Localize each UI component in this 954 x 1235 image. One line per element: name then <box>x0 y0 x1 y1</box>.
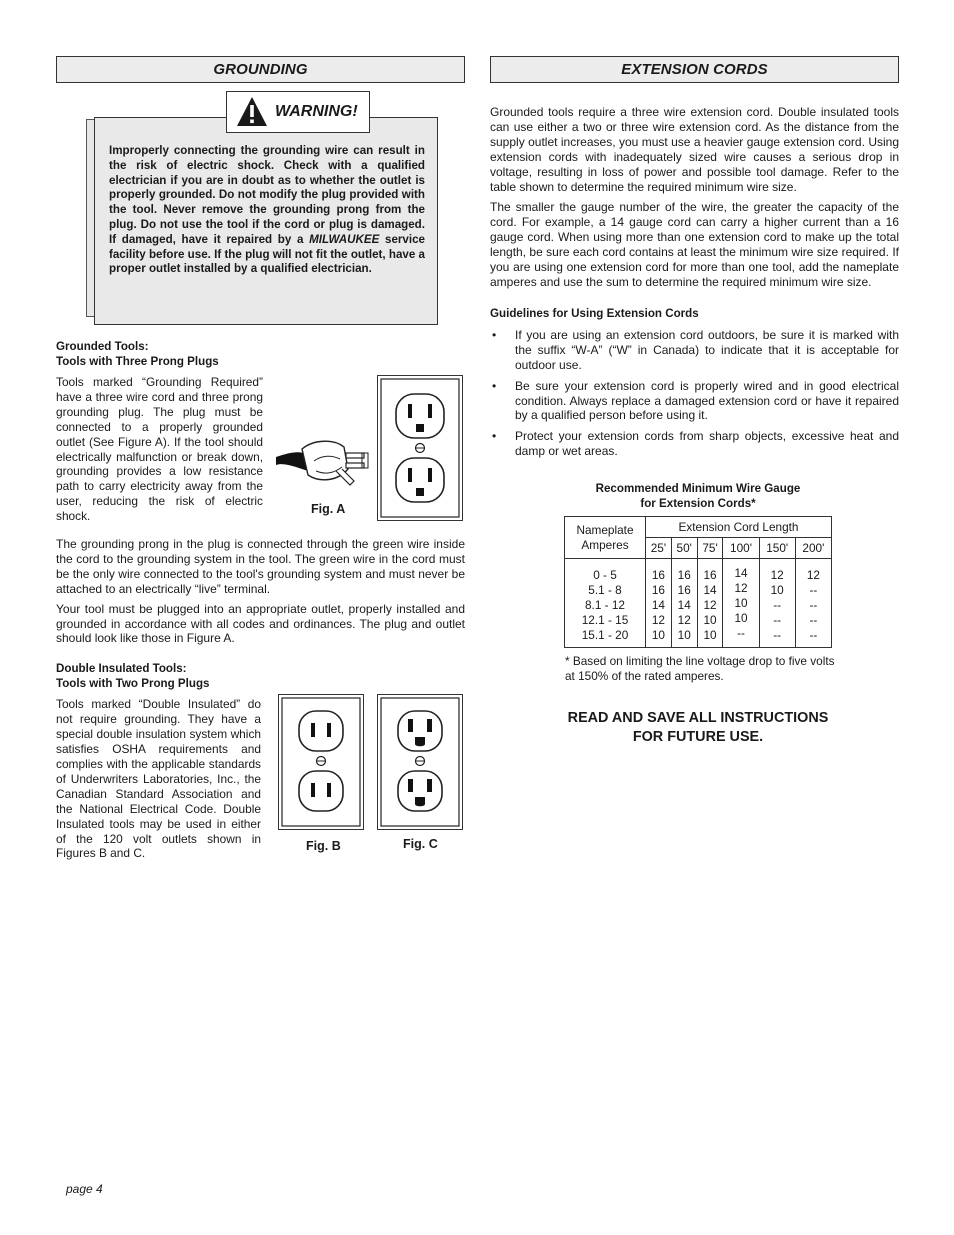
wire-gauge-table <box>564 516 832 648</box>
table-cell: 12 <box>651 613 665 628</box>
fig-a-label: Fig. A <box>311 502 346 516</box>
table-cell: 12.1 - 15 <box>581 613 629 628</box>
outlet-figure-c <box>377 694 463 830</box>
length-header: 200' <box>795 538 831 559</box>
gauge-column-25 <box>646 559 672 648</box>
warning-label <box>226 91 370 133</box>
grounding-header: GROUNDING <box>56 56 465 83</box>
warning-panel <box>94 117 438 325</box>
guidelines-list <box>490 328 899 459</box>
read-save-line-2: FOR FUTURE USE. <box>632 729 764 746</box>
table-cell: 14 <box>703 583 717 598</box>
table-cell: -- <box>773 628 782 643</box>
table-cell: 16 <box>703 568 717 583</box>
grounded-figure-row <box>56 375 465 525</box>
table-cell: 10 <box>734 611 748 626</box>
table-cell: 12 <box>806 568 820 583</box>
grounding-prong-paragraph: The grounding prong in the plug is connected through the green wire inside the cord to the grounding system in the tool. The green wire in the cord must be the only wire connected to the tool's grounding system and must never be attached to an electrically “live” terminal. <box>56 537 465 596</box>
table-cell: 14 <box>734 566 748 581</box>
grounded-title-2: Tools with Three Prong Plugs <box>56 355 219 368</box>
table-title-2: for Extension Cords* <box>640 497 756 511</box>
read-save-notice <box>490 709 906 747</box>
page-number: page 4 <box>66 1182 103 1196</box>
table-cell: -- <box>809 598 818 613</box>
double-paragraph: Tools marked “Double Insulated” do not require grounding. They have a special double insulation system which satisfies OSHA requirements and complies with the applicable standards of Underwriters Laboratories, Inc., the Canadian Standard Association and the National Electrical Code. Double Insulated tools may be used in either of the 120 volt outlets shown in Figures B and C. <box>56 697 261 861</box>
length-header: 50' <box>671 538 697 559</box>
warning-text-part-2: service facility before use. If the plug will not fit the outlet, have a proper outlet installed by a qualified electrician. <box>109 232 425 276</box>
table-cell: 14 <box>677 598 691 613</box>
warning-text-part-1: Improperly connecting the grounding wire can result in the risk of electric shock. Check with a qualified electrician if you are in doubt as to whether the outlet is properly grounded. Do not modify the plug provided with the tool. Never remove the grounding prong from the plug. Do not use the tool if the cord or plug is damaged. If damaged, have it repaired by a <box>109 144 425 246</box>
table-cell: 14 <box>651 598 665 613</box>
length-header: 25' <box>646 538 672 559</box>
table-cell: -- <box>773 613 782 628</box>
table-cell: 12 <box>677 613 691 628</box>
table-cell: 10 <box>770 583 784 598</box>
double-title-1: Double Insulated Tools: <box>56 662 187 676</box>
double-figure-row <box>56 697 465 863</box>
length-header: 100' <box>723 538 759 559</box>
read-save-line-1: READ AND SAVE ALL INSTRUCTIONS <box>567 710 829 727</box>
extension-paragraph-1: Grounded tools require a three wire extension cord. Double insulated tools can use either a two or three wire extension cord. As the distance from the supply outlet increases, you must use a heavier gauge extension cord. Using extension cords with inadequately sized wire causes a serious drop in voltage, resulting in loss of power and possible tool damage. Refer to the table shown to determine the required minimum wire size. <box>490 105 899 194</box>
table-cell: -- <box>737 626 745 641</box>
fig-b-label: Fig. B <box>306 839 341 854</box>
gauge-column-200 <box>795 559 831 648</box>
three-prong-plug-icon <box>274 431 378 495</box>
table-footnote: * Based on limiting the line voltage drop to five volts at 150% of the rated amperes. <box>565 654 835 684</box>
extension-cords-header: EXTENSION CORDS <box>490 56 899 83</box>
table-cell: 15.1 - 20 <box>581 628 629 643</box>
warning-box <box>86 103 438 327</box>
table-cell: 8.1 - 12 <box>584 598 625 613</box>
table-cell: 10 <box>703 628 717 643</box>
grounding-column <box>56 56 465 863</box>
table-title-1: Recommended Minimum Wire Gauge <box>595 482 801 496</box>
table-title <box>490 481 906 511</box>
outlet-paragraph: Your tool must be plugged into an appropriate outlet, properly installed and grounded in accordance with all codes and ordinances. The plug and outlet should look like those in Figure A. <box>56 601 465 646</box>
guidelines-title: Guidelines for Using Extension Cords <box>490 306 699 320</box>
warning-text <box>109 144 425 277</box>
table-cell: 12 <box>734 581 748 596</box>
double-title-2: Tools with Two Prong Plugs <box>56 677 210 691</box>
table-cell: 16 <box>677 568 691 583</box>
table-cell: -- <box>809 613 818 628</box>
fig-c-label: Fig. C <box>403 837 438 852</box>
table-cell: 10 <box>734 596 748 611</box>
length-header: 150' <box>759 538 795 559</box>
table-cell: 10 <box>651 628 665 643</box>
gauge-column-50 <box>671 559 697 648</box>
length-header: 75' <box>697 538 723 559</box>
guideline-item: • Protect your extension cords from sharp objects, excessive heat and damp or wet areas. <box>490 429 899 459</box>
table-cell: -- <box>809 583 818 598</box>
grounded-title-1: Grounded Tools: <box>56 340 149 353</box>
nameplate-header-line-2: Amperes <box>581 537 629 552</box>
guideline-item: • Be sure your extension cord is properly wired and in good electrical condition. Always replace a damaged extension cord or have it repaired by a qualified person before using it. <box>490 379 899 424</box>
warning-label-text: WARNING! <box>275 103 358 120</box>
extension-paragraph-2: The smaller the gauge number of the wire, the greater the capacity of the cord. For example, a 14 gauge cord can carry a higher current than a 16 gauge cord. When using more than one extension cord to make up the total length, be sure each cord contains at least the minimum wire size required. If you are using one extension cord for more than one tool, add the nameplate amperes and use the sum to determine the required minimum wire size. <box>490 200 899 289</box>
cord-length-header: Extension Cord Length <box>646 517 832 538</box>
table-cell: 10 <box>677 628 691 643</box>
table-cell: 5.1 - 8 <box>588 583 622 598</box>
table-cell: 12 <box>770 568 784 583</box>
table-cell: 0 - 5 <box>593 568 617 583</box>
amperes-column <box>565 559 646 648</box>
extension-cords-column <box>490 56 899 747</box>
gauge-column-75 <box>697 559 723 648</box>
nameplate-header-line-1: Nameplate <box>576 522 634 537</box>
warning-triangle-icon <box>235 95 269 129</box>
outlet-figure-a <box>377 375 463 521</box>
table-cell: -- <box>773 598 782 613</box>
warning-brand: MILWAUKEE <box>309 232 380 246</box>
double-insulated-section <box>56 661 465 863</box>
table-cell: 12 <box>703 598 717 613</box>
gauge-column-100 <box>723 559 759 648</box>
table-cell: -- <box>809 628 818 643</box>
grounded-tools-section <box>56 339 465 525</box>
gauge-column-150 <box>759 559 795 648</box>
table-cell: 16 <box>651 568 665 583</box>
nameplate-header <box>565 517 646 559</box>
table-cell: 10 <box>703 613 717 628</box>
outlet-figure-b <box>278 694 364 830</box>
guideline-item: • If you are using an extension cord outdoors, be sure it is marked with the suffix “W-A” (“W” in Canada) to indicate that it is acceptable for outdoor use. <box>490 328 899 373</box>
table-cell: 16 <box>677 583 691 598</box>
grounded-paragraph: Tools marked “Grounding Required” have a three wire cord and three prong grounding plug. The plug must be connected to a properly grounded outlet (See Figure A). If the tool should electrically malfunction or break down, grounding provides a low resistance path to carry electricity away from the user, reducing the risk of electric shock. <box>56 375 263 524</box>
table-cell: 16 <box>651 583 665 598</box>
